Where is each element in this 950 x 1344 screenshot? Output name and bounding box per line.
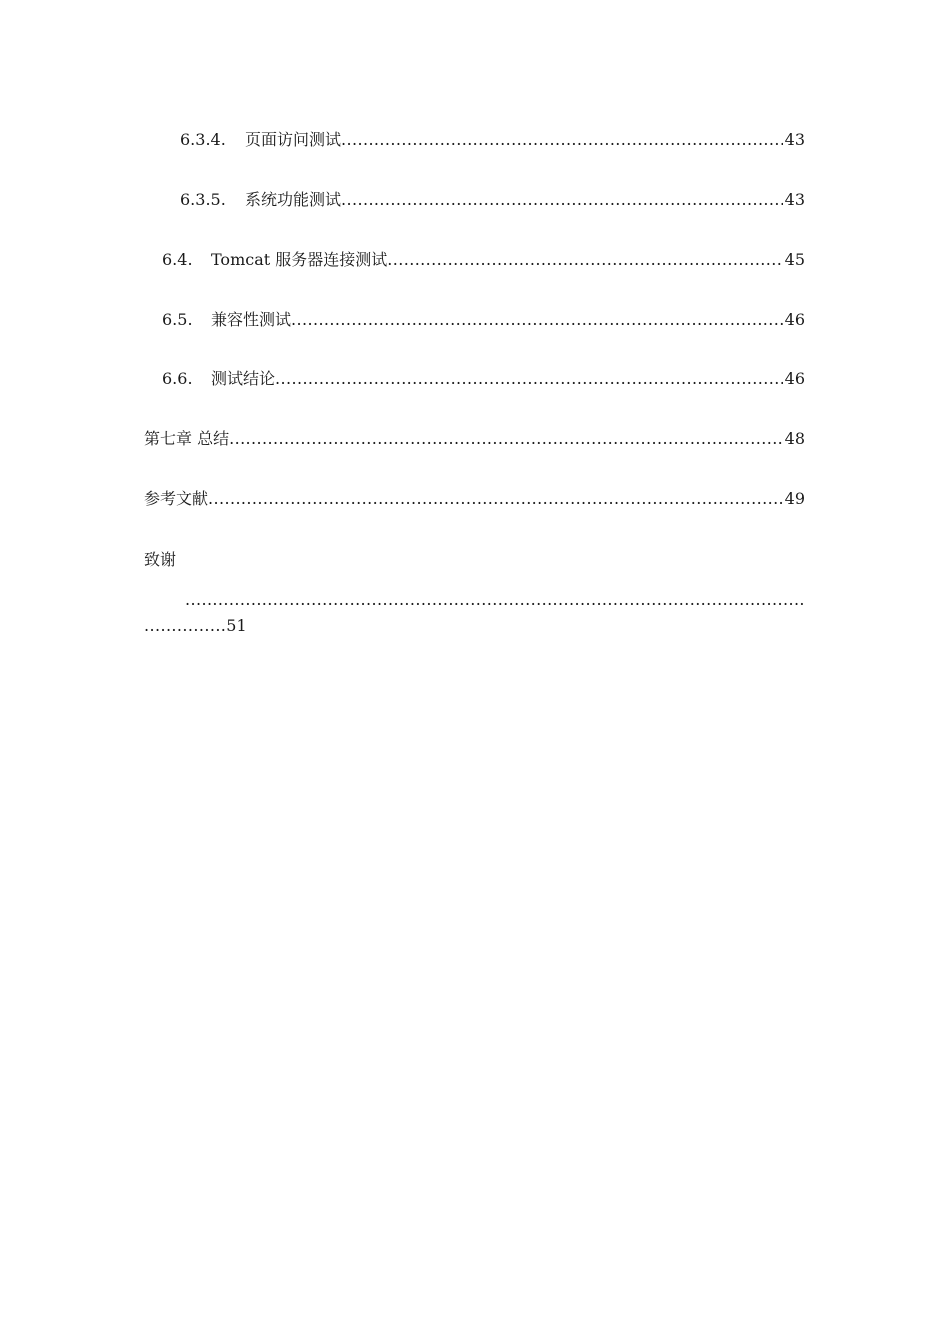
toc-entry-title: 参考文献 <box>144 489 209 508</box>
toc-entry-page: 49 <box>784 489 805 508</box>
dot-leader <box>341 128 783 152</box>
toc-entry-title: 第七章 总结 <box>144 429 230 448</box>
toc-entry-page: 48 <box>784 429 805 448</box>
toc-entry[interactable] <box>162 308 805 332</box>
toc-entry-page: 43 <box>784 130 805 149</box>
dot-leader <box>275 367 783 391</box>
toc-entry-number: 6.3.4. <box>180 130 226 149</box>
toc-entry-title: 兼容性测试 <box>211 310 292 329</box>
toc-entry-number: 6.3.5. <box>180 190 226 209</box>
dot-leader <box>208 487 783 511</box>
toc-entry-page: 43 <box>784 190 805 209</box>
toc-entry-page: 46 <box>784 369 805 388</box>
toc-entry-number: 6.6. <box>162 369 193 388</box>
toc-entry[interactable] <box>144 487 805 511</box>
toc-entry[interactable] <box>162 248 805 272</box>
toc-entry[interactable] <box>180 128 805 152</box>
toc-entry-page: 45 <box>784 250 805 269</box>
dot-leader <box>387 248 782 272</box>
toc-entry-title: 系统功能测试 <box>245 190 342 209</box>
toc-entry[interactable] <box>180 188 805 212</box>
toc-entry-number: 6.5. <box>162 310 193 329</box>
toc-entry-page: 51 <box>226 616 247 635</box>
toc-entry-page: 46 <box>784 310 805 329</box>
toc-entry-title: Tomcat 服务器连接测试 <box>211 250 388 269</box>
toc-entry[interactable] <box>162 367 805 391</box>
toc-entry-title: 页面访问测试 <box>245 130 342 149</box>
toc-entry-title: 测试结论 <box>211 369 276 388</box>
toc-entry-acknowledgement-page-line[interactable] <box>144 614 247 638</box>
toc-entry-number: 6.4. <box>162 250 193 269</box>
dot-leader <box>229 427 783 451</box>
toc-entry[interactable] <box>144 427 805 451</box>
dot-leader <box>341 188 783 212</box>
dot-leader <box>185 588 805 612</box>
toc-entry-acknowledgement-title[interactable]: 致谢 <box>144 550 177 569</box>
dot-leader <box>144 616 226 635</box>
dot-leader <box>291 308 783 332</box>
